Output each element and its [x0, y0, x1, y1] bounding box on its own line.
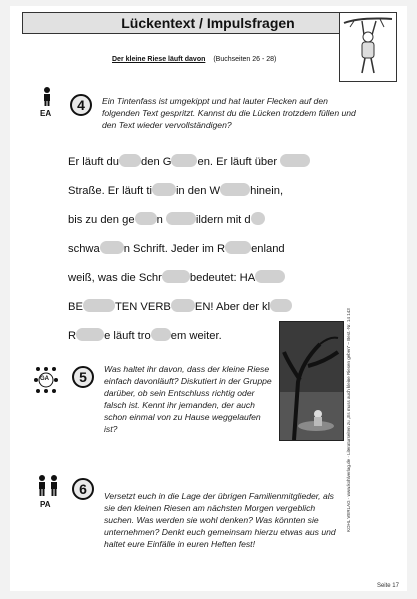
ink-blot — [119, 154, 141, 167]
ink-blot — [100, 241, 124, 254]
publisher-url: www.kohlverlag.de — [346, 458, 351, 497]
ink-blot — [151, 328, 171, 341]
task-6-instruction: Versetzt euch in die Lage der übrigen Familienmitglieder, als sie den kleinen Riesen am nächsten Morgen vergeblich suchen. Was werden sie wohl denken? Was könnten sie unternehmen? Denkt euch gemeinsam hierzu etwas aus und haltet eure Einfälle in euren Heften fest! — [104, 491, 336, 549]
ink-blot — [162, 270, 190, 283]
page-number: Seite 17 — [376, 583, 399, 589]
ink-blot — [171, 299, 195, 312]
ink-blot — [135, 212, 157, 225]
book-chapter-title: Der kleine Riese läuft davon — [112, 56, 206, 63]
ink-blot — [225, 241, 251, 254]
publisher-name: KOHL VERLAG — [346, 500, 351, 532]
ink-blot — [251, 212, 265, 225]
ink-blot — [166, 212, 196, 225]
ink-blot — [255, 270, 285, 283]
task-4-instruction: Ein Tintenfass ist umgekippt und hat lauter Flecken auf den folgenden Text gespritzt. Kannst du die Lücken trotzdem füllen und den Text wieder vervollständigen? — [102, 96, 356, 130]
task-number-5: 5 — [72, 366, 94, 388]
cloze-line-4: schwa n Schrift. Jeder im R enland — [68, 243, 285, 255]
ink-blot — [83, 299, 115, 312]
ink-blot — [76, 328, 104, 341]
cloze-line-7: R e läuft tro em weiter. — [68, 330, 222, 342]
sidebar-line-1: Literaturseiten zu — [346, 420, 351, 455]
ink-blot — [270, 299, 292, 312]
ink-blot — [171, 154, 197, 167]
single-person-icon — [40, 86, 54, 106]
page-title: Lückentext / Impulsfragen — [22, 12, 394, 34]
cloze-line-2: Straße. Er läuft ti in den W hinein, — [68, 185, 284, 197]
mode-label-ea: EA — [40, 109, 52, 118]
pair-icon — [36, 474, 60, 496]
sidebar-line-2: „Es muss auch kleine Riesen geben“ — [346, 345, 351, 420]
ink-blot — [152, 183, 176, 196]
task-5-instruction: Was haltet ihr davon, dass der kleine Riese einfach davonläuft? Diskutiert in der Gruppe darüber, ob sein Entschluss richtig oder falsch ist. Kennt ihr jemanden, der auch schon einmal von zu Hause weggelaufen ist? — [104, 364, 272, 434]
cloze-line-6: BE TEN VERB EN! Aber der kl — [68, 293, 346, 322]
story-illustration — [279, 321, 344, 441]
order-number: Best.-Nr. 14 143 — [346, 308, 351, 341]
cloze-line-3: bis zu den ge n ildern mit d — [68, 206, 346, 235]
ink-blot — [220, 183, 250, 196]
cloze-line-1: Er läuft du den G en. Er läuft über — [68, 148, 346, 177]
book-pages: (Buchseiten 26 - 28) — [213, 56, 277, 63]
mode-label-ga: GA — [40, 376, 49, 382]
publisher-sidebar: KOHL VERLAG · www.kohlverlag.de · Literaturseiten zu „Es muss auch kleine Riesen geben“Best.-Nr. 14 143 — [346, 308, 351, 532]
mode-label-pa: PA — [40, 500, 51, 509]
task-number-4: 4 — [70, 94, 92, 116]
illustration-hanging-giant — [339, 12, 397, 82]
cloze-line-5: weiß, was die Schr bedeutet: HA — [68, 264, 346, 293]
task-number-6: 6 — [72, 478, 94, 500]
ink-blot — [280, 154, 310, 167]
subtitle — [112, 56, 276, 63]
